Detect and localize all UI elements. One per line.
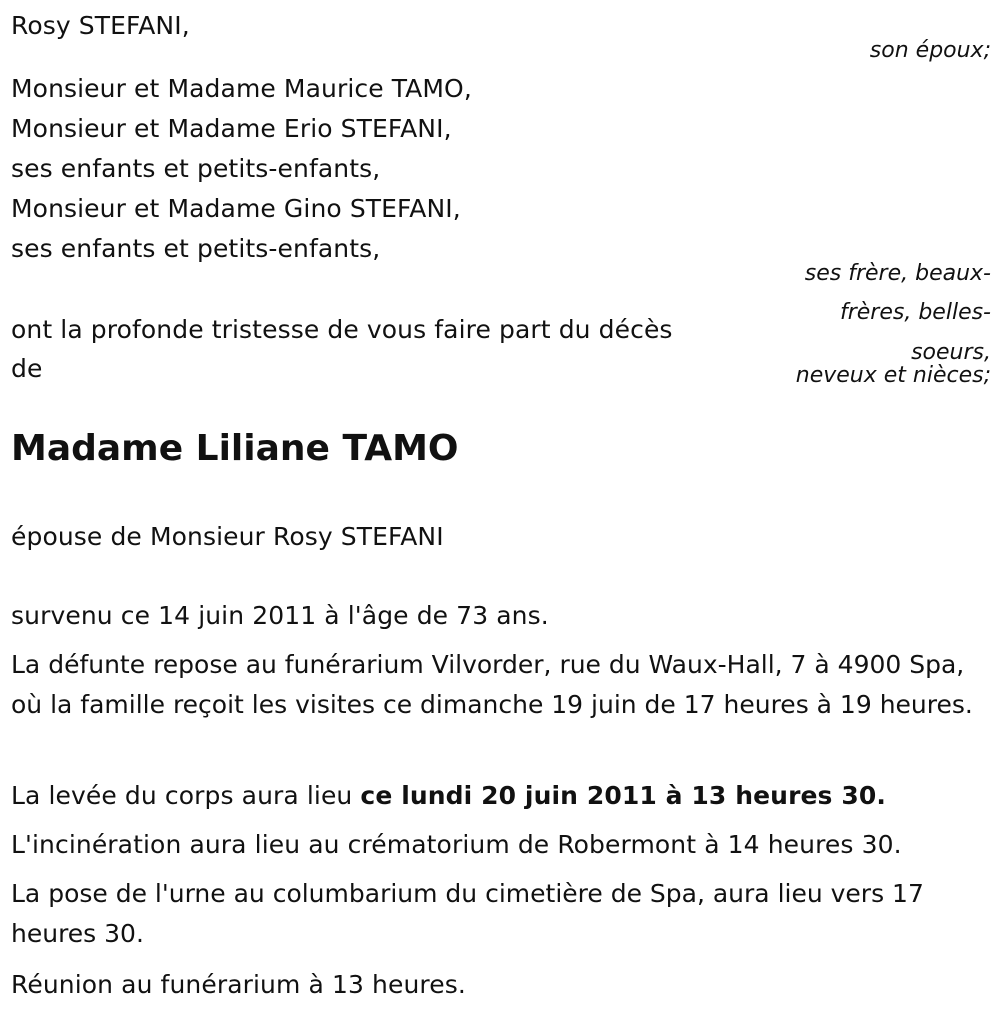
urn-paragraph: La pose de l'urne au columbarium du cimetière de Spa, aura lieu vers 17 heures 30. (11, 879, 924, 948)
family-line: Monsieur et Madame Erio STEFANI, (11, 114, 452, 143)
family-role-line: neveux et nièces; (795, 363, 991, 388)
family-role-line: ses frère, beaux- (804, 261, 991, 286)
announcement-line: ont la profonde tristesse de vous faire part du décès (11, 315, 673, 344)
family-role-line: frères, belles- (839, 300, 991, 325)
announcement-line: de (11, 354, 43, 383)
death-line: survenu ce 14 juin 2011 à l'âge de 73 ans. (11, 601, 549, 630)
visitation-paragraph: La défunte repose au funérarium Vilvorder, rue du Waux-Hall, 7 à 4900 Spa, où la famille reçoit les visites ce dimanche 19 juin de 17 heures à 19 heures. (11, 650, 973, 719)
levee-paragraph (11, 776, 886, 816)
family-line: Monsieur et Madame Gino STEFANI, (11, 194, 461, 223)
spouse-line: épouse de Monsieur Rosy STEFANI (11, 522, 444, 551)
levee-emphasis: ce lundi 20 juin 2011 à 13 heures 30. (360, 781, 886, 810)
deceased-name: Madame Liliane TAMO (11, 428, 459, 469)
husband-role: son époux; (869, 38, 991, 63)
family-line: ses enfants et petits-enfants, (11, 234, 381, 263)
husband-name: Rosy STEFANI, (11, 11, 190, 40)
cremation-paragraph: L'incinération aura lieu au crématorium de Robermont à 14 heures 30. (11, 830, 902, 859)
levee-prefix: La levée du corps aura lieu (11, 781, 361, 810)
family-role-line: soeurs, (911, 340, 991, 365)
meeting-paragraph: Réunion au funérarium à 13 heures. (11, 970, 466, 999)
family-line: Monsieur et Madame Maurice TAMO, (11, 74, 472, 103)
family-line: ses enfants et petits-enfants, (11, 154, 381, 183)
